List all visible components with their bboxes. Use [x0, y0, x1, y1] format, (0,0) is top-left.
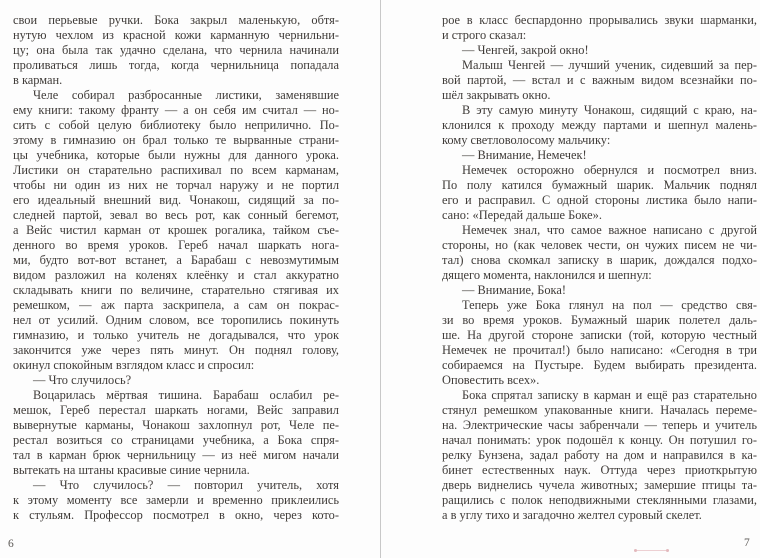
- text-line: мешок, Гереб перестал шаркать ногами, Вейс заправил: [13, 403, 339, 417]
- text-line: чтобы ни один из них не торчал наружу и не портил: [13, 178, 339, 192]
- text-line: к этому моменту все замерли и временно приклеились: [13, 493, 339, 507]
- text-line: цу; она была так удачно сделана, что чернила начинали: [13, 43, 339, 57]
- text-line: свои перьевые ручки. Бока закрыл маленькую, обтя-: [13, 13, 339, 27]
- text-line: его и расправил. С одной стороны листика было напи-: [442, 193, 757, 207]
- text-line: зи во время уроков. Бумажный шарик полетел даль-: [442, 313, 757, 327]
- text-line: нутую чехлом из красной кожи карманную чернильни-: [13, 28, 339, 42]
- right-page-text: [442, 13, 757, 523]
- text-line: его идеальный внешний вид. Чонакош, сидящий за по-: [13, 193, 339, 207]
- text-line: ше. На другой стороне записки (той, которую честный: [442, 328, 757, 342]
- text-line: клонился к проходу между партами и шепнул малень-: [442, 118, 757, 132]
- text-line: и строго сказал:: [442, 28, 527, 42]
- text-line: ращились с полок неподвижными стеклянными глазами,: [442, 493, 757, 507]
- page-divider: [380, 0, 381, 558]
- text-line: нел от усилий. Одним словом, все торопились покинуть: [13, 313, 339, 327]
- text-line: сано: «Передай дальше Боке».: [442, 208, 602, 222]
- text-line: Немечек осторожно обернулся и посмотрел вниз.: [462, 163, 757, 177]
- text-line: следней партой, зевал во весь рот, как сонный бегемот,: [13, 208, 339, 222]
- text-line: — Ченгей, закрой окно!: [462, 43, 589, 57]
- text-line: Малыш Ченгей — лучший ученик, сидевший за пер-: [462, 58, 757, 72]
- text-line: — Внимание, Бока!: [462, 283, 566, 297]
- text-line: релку Бунзена, задал работу на дом и направился в ка-: [442, 448, 757, 462]
- text-line: кому светловолосому мальчику:: [442, 133, 611, 147]
- text-line: — Что случилось? — повторил учитель, хотя: [33, 478, 339, 492]
- text-line: проливаться лишь тогда, когда чернильница попадала: [13, 58, 339, 72]
- right-page-number: 7: [744, 537, 750, 549]
- text-line: сить с собой целую библиотеку было неприлично. По-: [13, 118, 339, 132]
- text-line: По полу катился бумажный шарик. Мальчик поднял: [442, 178, 757, 192]
- text-line: в карман.: [13, 73, 63, 87]
- text-line: стянул ремешком упакованные книги. Началась переме-: [442, 403, 757, 417]
- text-line: окинул спокойным взглядом класс и спросил:: [13, 358, 255, 372]
- text-line: ремешком, — аж парта заскрипела, а сам он покрас-: [13, 298, 339, 312]
- text-line: рестал возиться со страницами учебника, а Бока спря-: [13, 433, 339, 447]
- text-line: этому в гимназию он брал только те вырванные страни-: [13, 133, 339, 147]
- text-line: вывернутые карманы, Чонакош захлопнул рот, Челе пе-: [13, 418, 339, 432]
- text-line: Немечек не прочитал!) было написано: «Сегодня в три: [442, 343, 757, 357]
- text-line: Листики он старательно распихивал по всем карманам,: [13, 163, 339, 177]
- progress-track: [637, 550, 666, 552]
- text-line: — Внимание, Немечек!: [462, 148, 587, 162]
- left-page-text: [13, 13, 339, 523]
- text-line: гимназию, и только учитель не догадывался, что урок: [13, 328, 339, 342]
- text-line: закончится уже через пять минут. Он поднял голову,: [13, 343, 339, 357]
- text-line: В эту самую минуту Чонакош, сидящий с краю, на-: [462, 103, 757, 117]
- text-line: тал в карман брюк чернильницу — из неё мигом начали: [13, 448, 339, 462]
- text-line: рое в класс беспардонно прорывались звуки шарманки,: [442, 13, 757, 27]
- text-line: складывать книги по величине, старательно стягивая их: [13, 283, 339, 297]
- text-line: видом разложил на коленях клеёнку и стал аккуратно: [13, 268, 339, 282]
- text-line: Немечек знал, что самое важное написано с другой: [462, 223, 757, 237]
- text-line: а Вейс чистил карман от крошек рогалика, тайком съе-: [13, 223, 339, 237]
- progress-end-dot: [666, 549, 669, 552]
- text-line: на. Электрические часы забренчали — теперь и учитель: [442, 418, 757, 432]
- text-line: дверь виднелись чучела животных; замершие птицы та-: [442, 478, 757, 492]
- text-line: — Что случилось?: [33, 373, 132, 387]
- text-line: а в углу тихо и загадочно желтел суровый скелет.: [442, 508, 702, 522]
- text-line: Челе собирал разбросанные листики, заменявшие: [33, 88, 339, 102]
- text-line: Воцарилась мёртвая тишина. Барабаш ослабил ре-: [33, 388, 339, 402]
- left-page-number: 6: [8, 538, 14, 550]
- page-progress-slider[interactable]: [634, 549, 669, 552]
- text-line: бинет естественных наук. Оттуда через приоткрытую: [442, 463, 757, 477]
- text-line: стороны, но (как человек чести, он чужих писем не чи-: [442, 238, 757, 252]
- text-line: ми, будто вот-вот встанет, а Барабаш с невозмутимым: [13, 253, 339, 267]
- text-line: тал) снова скомкал записку в шарик, дождался подхо-: [442, 253, 757, 267]
- text-line: Бока спрятал записку в карман и ещё раз старательно: [462, 388, 757, 402]
- text-line: вой партой, — встал и с важным видом всезнайки по-: [442, 73, 757, 87]
- text-line: вытекать на штаны красивые синие чернила.: [13, 463, 250, 477]
- text-line: ему книги: такому франту — а он себя им считал — но-: [13, 103, 339, 117]
- text-line: Теперь уже Бока глянул на пол — средство свя-: [462, 298, 757, 312]
- text-line: Оповестить всех».: [442, 373, 540, 387]
- text-line: собираемся на Пустыре. Будем выбирать президента.: [442, 358, 757, 372]
- text-line: шёл закрывать окно.: [442, 88, 551, 102]
- text-line: начал понимать: урок подошёл к концу. Он потушил го-: [442, 433, 757, 447]
- text-line: дящего момента, наклонился и шепнул:: [442, 268, 652, 282]
- text-line: денного во время уроков. Гереб начал шаркать нога-: [13, 238, 339, 252]
- text-line: цы учебника, которые были нужны для данного урока.: [13, 148, 339, 162]
- text-line: к стульям. Профессор посмотрел в окно, через кото-: [13, 508, 339, 522]
